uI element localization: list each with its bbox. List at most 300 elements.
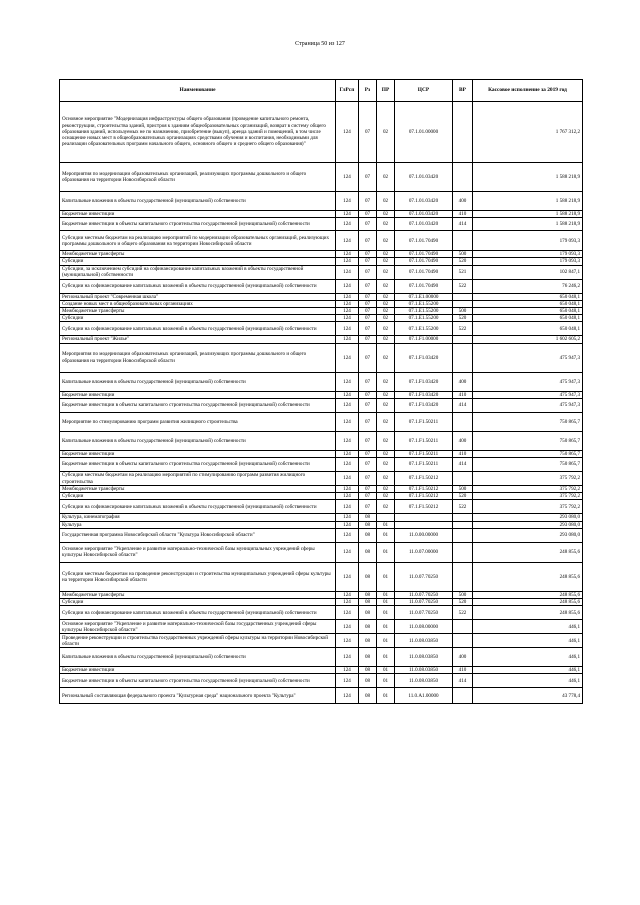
cell-amount: 750 865,7: [473, 450, 583, 457]
cell-vr: 410: [453, 391, 473, 398]
cell-vr: [453, 163, 473, 192]
cell-pr: 02: [377, 293, 395, 300]
cell-name: Межбюджетные трансферты: [60, 308, 336, 315]
cell-pr: 02: [377, 308, 395, 315]
cell-vr: [453, 542, 473, 562]
cell-amount: 446,1: [473, 674, 583, 688]
cell-csr: 07.1.01.03420: [395, 218, 453, 231]
table-row: [60, 372, 583, 391]
cell-vr: [453, 562, 473, 591]
cell-csr: 07.1.F1.03420: [395, 398, 453, 412]
cell-rz: 08: [359, 514, 377, 521]
cell-vr: 410: [453, 450, 473, 457]
table-row: [60, 258, 583, 265]
cell-amount: 375 792,2: [473, 500, 583, 514]
cell-grp: 124: [336, 231, 359, 251]
cell-csr: 07.1.01.70490: [395, 231, 453, 251]
table-row: [60, 336, 583, 343]
cell-csr: [395, 521, 453, 528]
table-row: [60, 667, 583, 674]
table-row: [60, 211, 583, 218]
cell-name: Мероприятия по модернизации образовательных организаций, реализующих программы дошкольного и общего образования на территории Новосибирской области: [60, 343, 336, 372]
cell-vr: 414: [453, 218, 473, 231]
cell-csr: 11.0.07.70250: [395, 591, 453, 598]
cell-vr: [453, 634, 473, 648]
cell-amount: 248 855,6: [473, 591, 583, 598]
cell-name: Основное мероприятие "Модернизация инфраструктуры общего образования (проведение капитального ремонта, реконструкции, строительства зданий, пристроя к зданиям общеобразовательных организаций, возврат в систему общего образования зданий, используемых не по назначению, приобретение (выкуп), аренда зданий и помещений, в том числе оснащение новых мест в общеобразовательных организациях средствами обучения и воспитания, необходимыми для реализации образовательных программ начального общего, основного общего и среднего общего образования)": [60, 102, 336, 163]
cell-amount: 650 048,1: [473, 315, 583, 322]
cell-amount: 375 792,2: [473, 472, 583, 486]
cell-vr: 414: [453, 458, 473, 472]
cell-grp: 124: [336, 308, 359, 315]
cell-name: Региональный составляющая федерального проекта "Культурная среда" национального проекта "Культура": [60, 688, 336, 704]
cell-rz: 07: [359, 315, 377, 322]
cell-name: Межбюджетные трансферты: [60, 591, 336, 598]
cell-vr: 520: [453, 258, 473, 265]
cell-amount: 1 588 218,9: [473, 211, 583, 218]
table-row: [60, 599, 583, 606]
cell-csr: 11.0.00.00000: [395, 528, 453, 542]
cell-name: Государственная программа Новосибирской области "Культура Новосибирской области": [60, 528, 336, 542]
cell-amount: 293 080,0: [473, 528, 583, 542]
cell-grp: 124: [336, 458, 359, 472]
cell-csr: 07.1.E1.55200: [395, 300, 453, 307]
cell-rz: 07: [359, 192, 377, 211]
cell-pr: 02: [377, 493, 395, 500]
cell-rz: 07: [359, 308, 377, 315]
cell-vr: 414: [453, 674, 473, 688]
cell-amount: 446,1: [473, 648, 583, 667]
cell-name: Субсидии: [60, 493, 336, 500]
cell-grp: 124: [336, 279, 359, 293]
header-amount: Кассовое исполнение за 2019 год: [473, 80, 583, 102]
cell-amount: 179 093,3: [473, 251, 583, 258]
cell-pr: 01: [377, 528, 395, 542]
cell-grp: 124: [336, 431, 359, 450]
cell-amount: 446,1: [473, 667, 583, 674]
cell-amount: 248 855,6: [473, 562, 583, 591]
header-vr: ВР: [453, 80, 473, 102]
cell-name: Субсидии на софинансирование капитальных вложений в объекты государственной (муниципальной) собственности: [60, 322, 336, 336]
cell-vr: 410: [453, 211, 473, 218]
cell-grp: 124: [336, 391, 359, 398]
cell-pr: 02: [377, 192, 395, 211]
cell-rz: 08: [359, 591, 377, 598]
cell-name: Основное мероприятие "Укрепление и развитие материально-технической базы государственных учреждений сферы культуры Новосибирской области": [60, 620, 336, 634]
table-row: [60, 300, 583, 307]
cell-pr: 01: [377, 688, 395, 704]
cell-name: Бюджетные инвестиции: [60, 667, 336, 674]
cell-grp: 124: [336, 163, 359, 192]
cell-rz: 07: [359, 412, 377, 431]
cell-amount: 750 865,7: [473, 431, 583, 450]
cell-amount: 179 093,3: [473, 231, 583, 251]
cell-grp: 124: [336, 258, 359, 265]
cell-amount: 446,1: [473, 620, 583, 634]
table-row: [60, 521, 583, 528]
cell-name: Капитальные вложения в объекты государственной (муниципальной) собственности: [60, 192, 336, 211]
header-rz: Рз: [359, 80, 377, 102]
cell-csr: 11.0.A1.00000: [395, 688, 453, 704]
cell-name: Субсидии: [60, 315, 336, 322]
cell-grp: 124: [336, 667, 359, 674]
cell-pr: 02: [377, 163, 395, 192]
cell-csr: 07.1.F1.50211: [395, 431, 453, 450]
cell-pr: 02: [377, 450, 395, 457]
cell-pr: 02: [377, 315, 395, 322]
cell-pr: 01: [377, 620, 395, 634]
cell-csr: 11.0.08.03850: [395, 667, 453, 674]
header-csr: ЦСР: [395, 80, 453, 102]
cell-grp: 124: [336, 493, 359, 500]
cell-rz: 07: [359, 458, 377, 472]
cell-csr: 07.1.F1.50212: [395, 500, 453, 514]
cell-csr: 07.1.F1.03420: [395, 343, 453, 372]
cell-name: Культура, кинематография: [60, 514, 336, 521]
cell-amount: 446,1: [473, 634, 583, 648]
cell-amount: 475 947,3: [473, 372, 583, 391]
cell-vr: [453, 521, 473, 528]
cell-vr: 521: [453, 265, 473, 279]
cell-name: Бюджетные инвестиции: [60, 211, 336, 218]
cell-rz: 07: [359, 493, 377, 500]
cell-amount: 650 048,1: [473, 308, 583, 315]
cell-name: Субсидии на софинансирование капитальных вложений в объекты государственной (муниципальной) собственности: [60, 606, 336, 620]
cell-csr: 07.1.01.03420: [395, 163, 453, 192]
cell-grp: 124: [336, 521, 359, 528]
cell-pr: 01: [377, 599, 395, 606]
cell-vr: [453, 231, 473, 251]
cell-csr: 11.0.08.03850: [395, 674, 453, 688]
cell-rz: 08: [359, 667, 377, 674]
cell-name: Бюджетные инвестиции в объекты капитального строительства государственной (муниципальной) собственности: [60, 458, 336, 472]
cell-csr: 11.0.08.00000: [395, 620, 453, 634]
cell-rz: 07: [359, 211, 377, 218]
cell-pr: 02: [377, 102, 395, 163]
cell-pr: 02: [377, 486, 395, 493]
cell-csr: 11.0.07.70250: [395, 606, 453, 620]
cell-csr: 11.0.08.03850: [395, 648, 453, 667]
cell-pr: 02: [377, 279, 395, 293]
table-row: [60, 231, 583, 251]
cell-vr: 500: [453, 591, 473, 598]
cell-name: Бюджетные инвестиции: [60, 391, 336, 398]
cell-pr: 02: [377, 211, 395, 218]
table-row: [60, 102, 583, 163]
cell-grp: 124: [336, 450, 359, 457]
cell-csr: 07.1.F1.50212: [395, 472, 453, 486]
cell-amount: 248 855,6: [473, 606, 583, 620]
cell-grp: 124: [336, 620, 359, 634]
cell-vr: 414: [453, 398, 473, 412]
table-row: [60, 450, 583, 457]
cell-grp: 124: [336, 472, 359, 486]
cell-amount: 475 947,3: [473, 343, 583, 372]
cell-rz: 07: [359, 163, 377, 192]
cell-pr: 02: [377, 458, 395, 472]
cell-vr: 500: [453, 486, 473, 493]
table-row: [60, 528, 583, 542]
table-row: [60, 674, 583, 688]
cell-grp: 124: [336, 606, 359, 620]
table-body: [60, 102, 583, 704]
cell-grp: 124: [336, 251, 359, 258]
cell-grp: 124: [336, 591, 359, 598]
cell-pr: [377, 514, 395, 521]
cell-name: Субсидии местным бюджетам на проведение реконструкции и строительства муниципальных учреждений сферы культуры на территории Новосибирской области: [60, 562, 336, 591]
cell-pr: 01: [377, 674, 395, 688]
budget-table: [59, 79, 583, 704]
cell-rz: 08: [359, 521, 377, 528]
cell-rz: 07: [359, 251, 377, 258]
cell-amount: 1 588 218,9: [473, 163, 583, 192]
cell-rz: 07: [359, 102, 377, 163]
table-row: [60, 265, 583, 279]
cell-amount: 650 048,1: [473, 300, 583, 307]
cell-vr: [453, 293, 473, 300]
table-row: [60, 606, 583, 620]
cell-rz: 07: [359, 258, 377, 265]
cell-name: Проведение реконструкции и строительства государственных учреждений сферы культуры на территории Новосибирской области: [60, 634, 336, 648]
cell-rz: 08: [359, 562, 377, 591]
cell-rz: 07: [359, 343, 377, 372]
cell-vr: 400: [453, 192, 473, 211]
cell-pr: 02: [377, 322, 395, 336]
table-row: [60, 391, 583, 398]
cell-rz: 08: [359, 606, 377, 620]
cell-vr: 520: [453, 493, 473, 500]
cell-vr: 520: [453, 599, 473, 606]
cell-vr: [453, 300, 473, 307]
cell-amount: 1 602 605,2: [473, 336, 583, 343]
cell-amount: 650 048,1: [473, 293, 583, 300]
cell-vr: 522: [453, 500, 473, 514]
table-row: [60, 315, 583, 322]
cell-vr: 522: [453, 322, 473, 336]
cell-pr: 02: [377, 251, 395, 258]
cell-csr: 07.1.F1.50211: [395, 450, 453, 457]
cell-vr: 520: [453, 315, 473, 322]
cell-grp: 124: [336, 500, 359, 514]
cell-amount: 179 093,3: [473, 258, 583, 265]
table-row: [60, 648, 583, 667]
cell-amount: 248 855,6: [473, 542, 583, 562]
cell-name: Субсидии: [60, 599, 336, 606]
cell-csr: 07.1.F1.50212: [395, 486, 453, 493]
cell-csr: 11.0.07.00000: [395, 542, 453, 562]
table-row: [60, 542, 583, 562]
cell-rz: 07: [359, 336, 377, 343]
cell-vr: 400: [453, 372, 473, 391]
cell-rz: 07: [359, 486, 377, 493]
cell-pr: 01: [377, 591, 395, 598]
cell-pr: 02: [377, 258, 395, 265]
cell-amount: 43 778,4: [473, 688, 583, 704]
cell-csr: 07.1.01.03420: [395, 211, 453, 218]
cell-rz: 08: [359, 528, 377, 542]
table-row: [60, 591, 583, 598]
cell-grp: 124: [336, 486, 359, 493]
table-header-row: [60, 80, 583, 102]
table-row: [60, 431, 583, 450]
cell-rz: 08: [359, 634, 377, 648]
cell-rz: 08: [359, 599, 377, 606]
cell-amount: 375 792,2: [473, 486, 583, 493]
cell-amount: 248 855,6: [473, 599, 583, 606]
cell-pr: 01: [377, 667, 395, 674]
cell-pr: 02: [377, 398, 395, 412]
table-row: [60, 514, 583, 521]
cell-pr: 02: [377, 218, 395, 231]
table-row: [60, 322, 583, 336]
cell-rz: 08: [359, 542, 377, 562]
cell-name: Культура: [60, 521, 336, 528]
table-row: [60, 486, 583, 493]
cell-amount: 375 792,2: [473, 493, 583, 500]
cell-name: Бюджетные инвестиции в объекты капитального строительства государственной (муниципальной) собственности: [60, 398, 336, 412]
cell-pr: 02: [377, 391, 395, 398]
cell-csr: 07.1.01.70490: [395, 258, 453, 265]
cell-name: Создание новых мест в общеобразовательных организациях: [60, 300, 336, 307]
cell-vr: 522: [453, 279, 473, 293]
table-row: [60, 398, 583, 412]
cell-rz: 07: [359, 218, 377, 231]
cell-csr: 07.1.01.70490: [395, 251, 453, 258]
cell-vr: 400: [453, 431, 473, 450]
cell-name: Бюджетные инвестиции в объекты капитального строительства государственной (муниципальной) собственности: [60, 218, 336, 231]
cell-rz: 08: [359, 648, 377, 667]
cell-grp: 124: [336, 343, 359, 372]
cell-amount: 102 847,1: [473, 265, 583, 279]
cell-csr: 11.0.08.03850: [395, 634, 453, 648]
cell-amount: 1 767 312,2: [473, 102, 583, 163]
cell-grp: 124: [336, 315, 359, 322]
cell-name: Субсидии местным бюджетам на реализацию мероприятий по стимулированию программ развития жилищного строительства: [60, 472, 336, 486]
cell-name: Межбюджетные трансферты: [60, 486, 336, 493]
cell-amount: 650 048,1: [473, 322, 583, 336]
cell-amount: 1 588 218,9: [473, 192, 583, 211]
cell-grp: 124: [336, 300, 359, 307]
cell-csr: 07.1.F1.50212: [395, 493, 453, 500]
cell-name: Капитальные вложения в объекты государственной (муниципальной) собственности: [60, 372, 336, 391]
cell-grp: 124: [336, 688, 359, 704]
cell-csr: 07.1.01.03420: [395, 192, 453, 211]
table-row: [60, 634, 583, 648]
cell-vr: [453, 688, 473, 704]
cell-csr: 07.1.F1.50211: [395, 412, 453, 431]
cell-name: Субсидии на софинансирование капитальных вложений в объекты государственной (муниципальной) собственности: [60, 500, 336, 514]
cell-name: Межбюджетные трансферты: [60, 251, 336, 258]
cell-pr: 02: [377, 300, 395, 307]
table-row: [60, 458, 583, 472]
cell-name: Бюджетные инвестиции: [60, 450, 336, 457]
cell-pr: 02: [377, 372, 395, 391]
cell-rz: 07: [359, 300, 377, 307]
cell-rz: 07: [359, 293, 377, 300]
cell-csr: 07.1.F1.00000: [395, 336, 453, 343]
cell-pr: 02: [377, 472, 395, 486]
cell-name: Субсидии: [60, 258, 336, 265]
table-row: [60, 308, 583, 315]
cell-grp: 124: [336, 322, 359, 336]
cell-csr: 07.1.E1.55200: [395, 315, 453, 322]
cell-csr: 07.1.E1.55200: [395, 322, 453, 336]
cell-vr: [453, 528, 473, 542]
cell-csr: 07.1.F1.03420: [395, 372, 453, 391]
cell-pr: 01: [377, 521, 395, 528]
page-number-label: Страница 50 из 127: [295, 41, 345, 47]
cell-amount: 475 947,3: [473, 398, 583, 412]
cell-amount: 293 080,0: [473, 514, 583, 521]
cell-rz: 07: [359, 265, 377, 279]
cell-name: Мероприятия по модернизации образовательных организаций, реализующих программы дошкольного и общего образования на территории Новосибирской области: [60, 163, 336, 192]
cell-csr: 07.1.E1.00000: [395, 293, 453, 300]
cell-csr: 07.1.01.00000: [395, 102, 453, 163]
cell-amount: 293 080,0: [473, 521, 583, 528]
cell-csr: 07.1.01.70490: [395, 279, 453, 293]
cell-pr: 02: [377, 412, 395, 431]
cell-grp: 124: [336, 372, 359, 391]
table-row: [60, 218, 583, 231]
cell-grp: 124: [336, 211, 359, 218]
cell-grp: 124: [336, 648, 359, 667]
cell-grp: 124: [336, 542, 359, 562]
table-row: [60, 493, 583, 500]
cell-vr: [453, 620, 473, 634]
cell-grp: 124: [336, 192, 359, 211]
cell-rz: 07: [359, 450, 377, 457]
cell-name: Капитальные вложения в объекты государственной (муниципальной) собственности: [60, 648, 336, 667]
cell-vr: 522: [453, 606, 473, 620]
cell-amount: 76 246,2: [473, 279, 583, 293]
table-row: [60, 562, 583, 591]
cell-grp: 124: [336, 634, 359, 648]
cell-rz: 07: [359, 500, 377, 514]
table-row: [60, 192, 583, 211]
cell-name: Бюджетные инвестиции в объекты капитального строительства государственной (муниципальной) собственности: [60, 674, 336, 688]
cell-name: Мероприятие по стимулированию программ развития жилищного строительства: [60, 412, 336, 431]
cell-pr: 02: [377, 343, 395, 372]
cell-name: Субсидии местным бюджетам на реализацию мероприятий по модернизации образовательных организаций, реализующих программы дошкольного и общего образования на территории Новосибирской области: [60, 231, 336, 251]
cell-pr: 02: [377, 431, 395, 450]
cell-amount: 1 588 218,9: [473, 218, 583, 231]
cell-csr: [395, 514, 453, 521]
cell-name: Региональный проект "Современная школа": [60, 293, 336, 300]
table-row: [60, 500, 583, 514]
cell-vr: [453, 514, 473, 521]
cell-name: Капитальные вложения в объекты государственной (муниципальной) собственности: [60, 431, 336, 450]
table-row: [60, 293, 583, 300]
cell-name: Основное мероприятие "Укрепление и развитие материально-технической базы муниципальных учреждений сферы культуры Новосибирской области": [60, 542, 336, 562]
table-row: [60, 688, 583, 704]
cell-grp: 124: [336, 336, 359, 343]
cell-rz: 07: [359, 279, 377, 293]
cell-pr: 02: [377, 500, 395, 514]
table-row: [60, 343, 583, 372]
cell-csr: 07.1.F1.03420: [395, 391, 453, 398]
cell-vr: 410: [453, 667, 473, 674]
cell-pr: 02: [377, 231, 395, 251]
cell-grp: 124: [336, 674, 359, 688]
cell-grp: 124: [336, 514, 359, 521]
cell-vr: [453, 412, 473, 431]
cell-vr: 400: [453, 648, 473, 667]
cell-vr: [453, 336, 473, 343]
cell-pr: 01: [377, 648, 395, 667]
cell-pr: 02: [377, 336, 395, 343]
header-pr: ПР: [377, 80, 395, 102]
cell-name: Субсидии на софинансирование капитальных вложений в объекты государственной (муниципальной) собственности: [60, 279, 336, 293]
